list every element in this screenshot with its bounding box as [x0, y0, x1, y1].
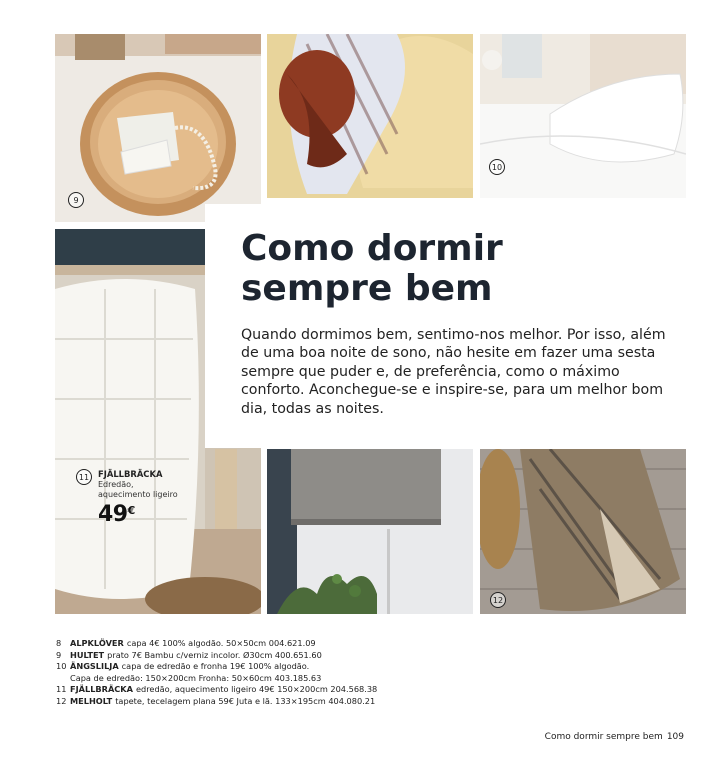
legend-text: capa 4€ 100% algodão. 50×50cm 004.621.09 [126, 638, 316, 648]
legend-number: 8 [56, 638, 62, 648]
intro-paragraph: Quando dormimos bem, sentimo-nos melhor. Por isso, além de uma boa noite de sono, não hesite em fazer uma sesta sempre que puder e, de preferência, como o máximo conforto. Aconchegue-se e inspire-se, para um melhor bom dia, todas as noites. [241, 327, 666, 417]
footer-section-title: Como dormir sempre bem [544, 732, 663, 742]
legend-row [56, 696, 536, 708]
price-currency: € [127, 504, 135, 517]
page-footer [545, 732, 684, 742]
legend-number: 12 [56, 695, 67, 706]
legend-product-name: MELHOLT [70, 695, 113, 706]
headline-line-2: sempre bem [241, 268, 493, 309]
legend-product-name: FJÄLLBRÄCKA [70, 684, 133, 695]
legend-number: 10 [56, 661, 67, 672]
photo-bamboo-bowl [55, 34, 261, 222]
price-value: 49 [98, 502, 128, 527]
photo-woman-sleeping [267, 34, 473, 198]
legend-product-name: ALPKLÖVER [70, 638, 124, 648]
woman-sleeping-illustration [267, 34, 473, 198]
legend-text: prato 7€ Bambu c/verniz incolor. Ø30cm 400.651.60 [107, 649, 322, 660]
photo-rug [480, 449, 686, 614]
product-legend [56, 638, 536, 708]
page-headline [241, 229, 681, 309]
legend-text: capa de edredão e fronha 19€ 100% algodão. [121, 661, 310, 672]
legend-text: edredão, aquecimento ligeiro 49€ 150×200cm 204.568.38 [135, 684, 378, 695]
photo-number-badge: 9 [68, 192, 84, 208]
white-bed-illustration [480, 34, 686, 198]
legend-number: 9 [56, 649, 62, 660]
legend-product-name: ÄNGSLILJA [70, 661, 119, 672]
headline-line-1: Como dormir [241, 228, 503, 269]
product-number-badge: 11 [76, 469, 92, 485]
legend-row [56, 650, 536, 662]
legend-text-continuation: Capa de edredão: 150×200cm Fronha: 50×60cm 403.185.63 [70, 672, 322, 683]
legend-text: tapete, tecelagem plana 59€ Juta e lã. 133×195cm 404.080.21 [115, 695, 376, 706]
price-tag-price [98, 502, 135, 527]
bamboo-bowl-illustration [55, 34, 261, 222]
photo-window-blind [267, 449, 473, 614]
legend-row [56, 638, 536, 650]
photo-number-badge: 12 [490, 592, 506, 608]
price-tag-description: Edredão, aquecimento ligeiro [98, 480, 178, 499]
legend-number: 11 [56, 684, 67, 695]
legend-product-name: HULTET [70, 649, 105, 660]
page-number: 109 [666, 732, 684, 742]
window-blind-illustration [267, 449, 473, 614]
legend-row [56, 684, 536, 696]
price-tag-product-name: FJÄLLBRÄCKA [98, 469, 163, 479]
legend-row [56, 661, 536, 673]
photo-number-badge: 10 [489, 159, 505, 175]
photo-white-bed [480, 34, 686, 198]
rug-illustration [480, 449, 686, 614]
